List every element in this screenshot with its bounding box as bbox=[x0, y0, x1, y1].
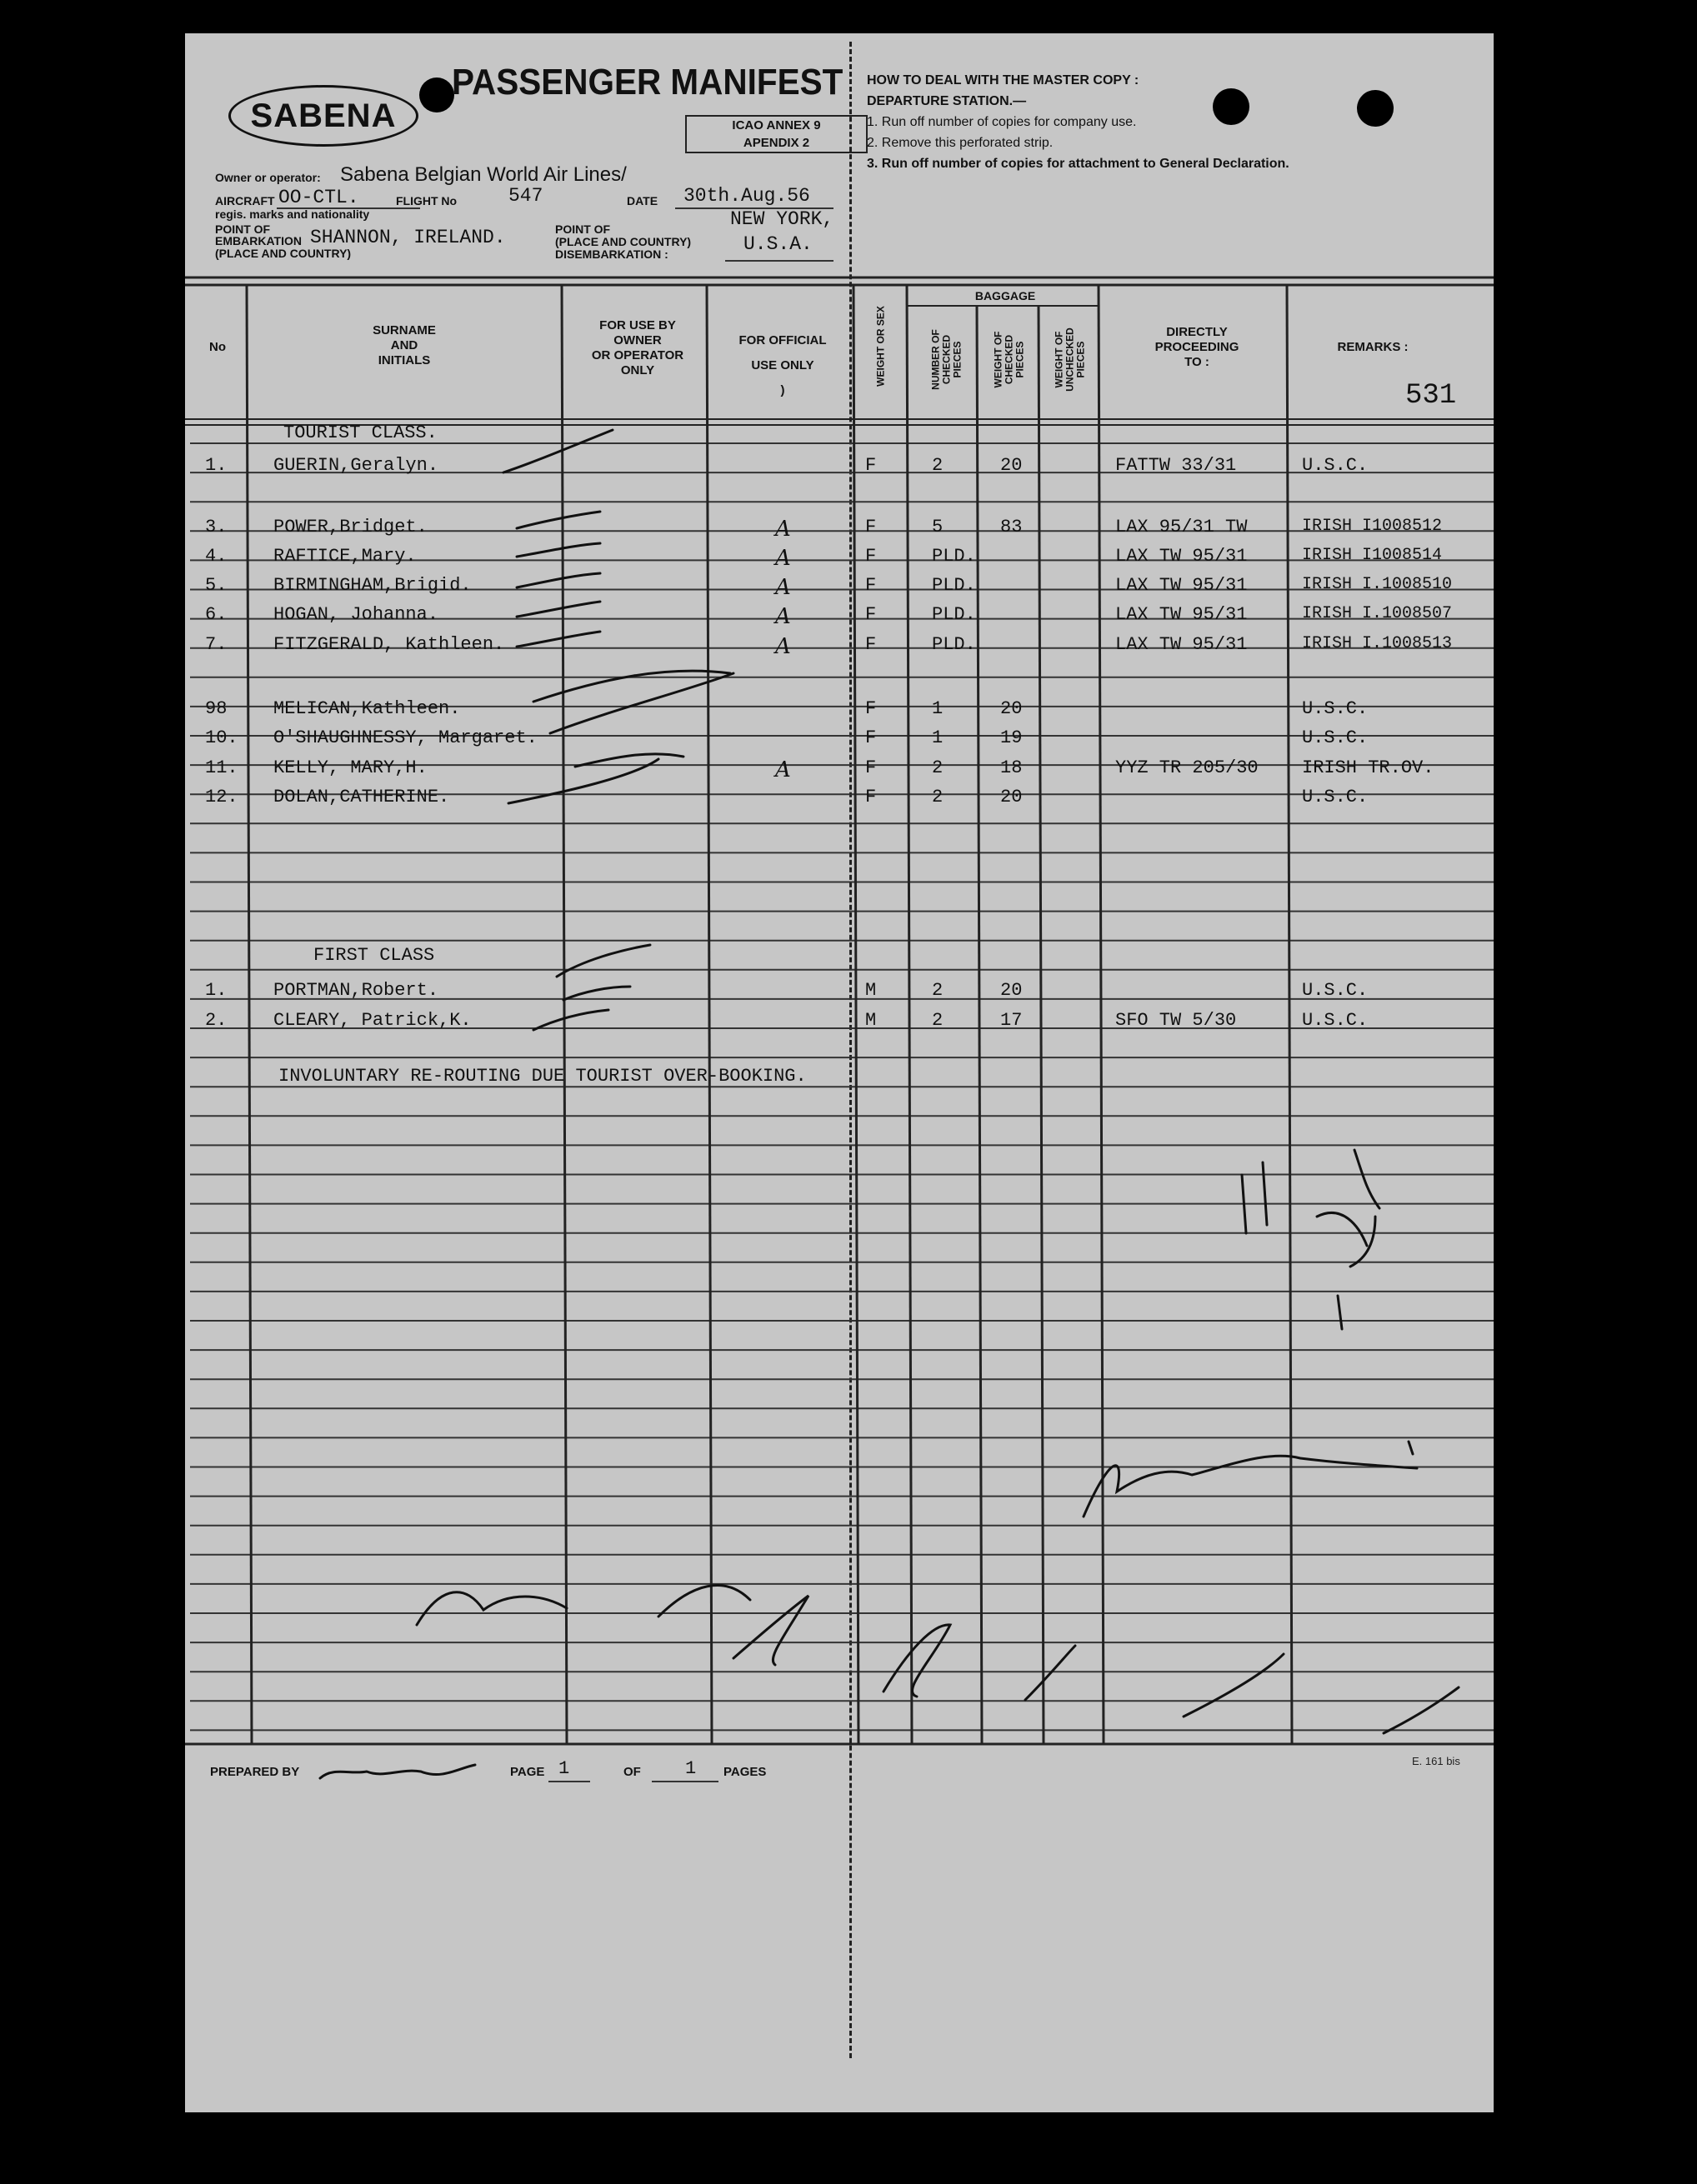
section-tourist-class: TOURIST CLASS. bbox=[283, 422, 438, 443]
check-mark bbox=[517, 573, 600, 587]
check-mark bbox=[517, 543, 600, 557]
table-row-9-proceeding-to: YYZ TR 205/30 bbox=[1115, 757, 1259, 778]
check-mark bbox=[550, 673, 733, 733]
check-mark bbox=[563, 987, 630, 1000]
table-row-5-proceeding-to: LAX TW 95/31 bbox=[1115, 604, 1248, 625]
table-row-9-official-mark: A bbox=[775, 757, 791, 782]
col-surname-line-1: SURNAME bbox=[373, 323, 436, 337]
table-row-1-baggage-pieces: 2 bbox=[932, 455, 944, 476]
table-row-11-row-number: 1. bbox=[205, 980, 228, 1001]
date-value: 30th.Aug.56 bbox=[683, 185, 810, 207]
table-row-10-baggage-weight: 20 bbox=[1000, 787, 1023, 807]
table-row-6-row-number: 7. bbox=[205, 634, 228, 655]
pen-scribble bbox=[733, 1596, 808, 1665]
col-proceeding-line-1: DIRECTLY bbox=[1166, 325, 1228, 339]
table-row-1-row-number: 1. bbox=[205, 455, 228, 476]
table-row-4-remarks: IRISH I.1008510 bbox=[1302, 575, 1453, 594]
table-row-4-proceeding-to: LAX TW 95/31 bbox=[1115, 575, 1248, 596]
table-row-1-remarks: U.S.C. bbox=[1302, 455, 1369, 476]
table-row-9-passenger-name: KELLY, MARY,H. bbox=[273, 757, 428, 778]
pen-scribble bbox=[658, 1586, 750, 1617]
table-row-5-sex: F bbox=[865, 604, 877, 625]
table-row-2-passenger-name: POWER,Bridget. bbox=[273, 517, 428, 537]
table-row-6-proceeding-to: LAX TW 95/31 bbox=[1115, 634, 1248, 655]
tally-marks bbox=[1338, 1296, 1342, 1329]
col-owner-use-line-4: ONLY bbox=[620, 363, 655, 377]
prepared-by-label: PREPARED BY bbox=[210, 1765, 300, 1779]
table-row-2-baggage-pieces: 5 bbox=[932, 517, 944, 537]
instructions-step-1: 1. Run off number of copies for company use. bbox=[867, 115, 1137, 129]
table-row-9-baggage-weight: 18 bbox=[1000, 757, 1023, 778]
table-row-11-baggage-weight: 20 bbox=[1000, 980, 1023, 1001]
instructions-step-3: 3. Run off number of copies for attachment to General Declaration. bbox=[867, 157, 1289, 171]
pen-scribble bbox=[1384, 1687, 1459, 1733]
embark-label-3: (PLACE AND COUNTRY) bbox=[215, 247, 352, 260]
table-row-12-proceeding-to: SFO TW 5/30 bbox=[1115, 1010, 1237, 1031]
table-row-12-passenger-name: CLEARY, Patrick,K. bbox=[273, 1010, 472, 1031]
table-row-6-official-mark: A bbox=[775, 634, 791, 659]
table-row-3-baggage-pieces: PLD. bbox=[932, 546, 976, 567]
table-row-8-sex: F bbox=[865, 727, 877, 748]
official-signature bbox=[1084, 1456, 1417, 1517]
flight-value: 547 bbox=[508, 185, 543, 207]
table-row-7-row-number: 98 bbox=[205, 698, 228, 719]
table-row-8-remarks: U.S.C. bbox=[1302, 727, 1369, 748]
table-row-3-passenger-name: RAFTICE,Mary. bbox=[273, 546, 417, 567]
check-mark bbox=[517, 602, 600, 617]
pen-scribble bbox=[1184, 1654, 1284, 1717]
table-row-8-passenger-name: O'SHAUGHNESSY, Margaret. bbox=[273, 727, 538, 748]
pen-scribble bbox=[1025, 1646, 1075, 1700]
table-row-3-row-number: 4. bbox=[205, 546, 228, 567]
table-row-7-baggage-weight: 20 bbox=[1000, 698, 1023, 719]
form-code: E. 161 bis bbox=[1412, 1755, 1460, 1767]
table-row-8-baggage-pieces: 1 bbox=[932, 727, 944, 748]
table-row-12-row-number: 2. bbox=[205, 1010, 228, 1031]
regis-label: regis. marks and nationality bbox=[215, 207, 370, 221]
check-mark bbox=[517, 632, 600, 647]
table-row-2-row-number: 3. bbox=[205, 517, 228, 537]
col-wt-unchecked-line-3: PIECES bbox=[1074, 341, 1087, 378]
table-row-2-sex: F bbox=[865, 517, 877, 537]
col-baggage: BAGGAGE bbox=[974, 289, 1036, 302]
instructions-title: HOW TO DEAL WITH THE MASTER COPY : bbox=[867, 73, 1139, 87]
table-row-6-baggage-pieces: PLD. bbox=[932, 634, 976, 655]
aircraft-value: OO-CTL. bbox=[278, 187, 359, 208]
col-num-checked-line-2: CHECKED bbox=[940, 334, 953, 385]
table-row-5-baggage-pieces: PLD. bbox=[932, 604, 976, 625]
table-row-12-sex: M bbox=[865, 1010, 877, 1031]
table-row-12-remarks: U.S.C. bbox=[1302, 1010, 1369, 1031]
table-row-4-sex: F bbox=[865, 575, 877, 596]
col-surname-line-2: AND bbox=[390, 338, 418, 352]
table-row-10-passenger-name: DOLAN,CATHERINE. bbox=[273, 787, 450, 807]
page-title: PASSENGER MANIFEST bbox=[452, 62, 843, 102]
table-row-7-baggage-pieces: 1 bbox=[932, 698, 944, 719]
col-owner-use-line-1: FOR USE BY bbox=[599, 318, 676, 332]
col-wt-unchecked-line-2: UNCHECKED bbox=[1064, 327, 1076, 392]
table-row-6-sex: F bbox=[865, 634, 877, 655]
table-row-11-remarks: U.S.C. bbox=[1302, 980, 1369, 1001]
table-row-3-proceeding-to: LAX TW 95/31 bbox=[1115, 546, 1248, 567]
table-row-9-sex: F bbox=[865, 757, 877, 778]
col-official-use-line-3: ) bbox=[780, 383, 785, 397]
col-remarks: REMARKS : bbox=[1337, 340, 1409, 354]
check-mark bbox=[557, 945, 650, 977]
owner-value: Sabena Belgian World Air Lines/ bbox=[340, 163, 627, 186]
pen-scribble bbox=[417, 1592, 567, 1625]
table-row-10-sex: F bbox=[865, 787, 877, 807]
table-row-1-sex: F bbox=[865, 455, 877, 476]
page-number-stamp: 531 bbox=[1405, 380, 1457, 412]
disembark-value-1: NEW YORK, bbox=[730, 208, 834, 230]
embark-label-1: POINT OF bbox=[215, 222, 271, 236]
table-row-3-remarks: IRISH I1008514 bbox=[1302, 546, 1443, 565]
page-label: PAGE bbox=[510, 1765, 545, 1779]
col-proceeding-line-3: TO : bbox=[1184, 355, 1209, 369]
instructions-step-2: 2. Remove this perforated strip. bbox=[867, 136, 1054, 150]
table-row-1-proceeding-to: FATTW 33/31 bbox=[1115, 455, 1237, 476]
col-no: No bbox=[209, 340, 226, 354]
col-wt-checked-line-1: WEIGHT OF bbox=[992, 331, 1004, 388]
col-weight-or-sex: WEIGHT OR SEX bbox=[874, 306, 887, 387]
preparer-signature bbox=[320, 1765, 475, 1778]
table-row-9-row-number: 11. bbox=[205, 757, 238, 778]
table-row-11-sex: M bbox=[865, 980, 877, 1001]
disembark-label-2: (PLACE AND COUNTRY) bbox=[555, 235, 692, 248]
table-row-11-baggage-pieces: 2 bbox=[932, 980, 944, 1001]
instructions-subtitle: DEPARTURE STATION.— bbox=[867, 94, 1027, 108]
flight-label: FLIGHT No bbox=[396, 194, 458, 207]
col-owner-use-line-2: OWNER bbox=[613, 333, 662, 347]
of-value: 1 bbox=[685, 1758, 697, 1779]
table-row-2-official-mark: A bbox=[775, 517, 791, 542]
table-row-10-row-number: 12. bbox=[205, 787, 238, 807]
col-official-use-line-2: USE ONLY bbox=[751, 358, 814, 372]
table-row-4-official-mark: A bbox=[775, 575, 791, 600]
disembark-value-2: U.S.A. bbox=[743, 233, 813, 255]
table-row-9-baggage-pieces: 2 bbox=[932, 757, 944, 778]
table-row-5-remarks: IRISH I.1008507 bbox=[1302, 604, 1453, 623]
disembark-label-3: DISEMBARKATION : bbox=[555, 247, 668, 261]
table-row-8-baggage-weight: 19 bbox=[1000, 727, 1023, 748]
table-row-6-remarks: IRISH I.1008513 bbox=[1302, 634, 1453, 653]
disembark-label-1: POINT OF bbox=[555, 222, 611, 236]
table-row-2-proceeding-to: LAX 95/31 TW bbox=[1115, 517, 1248, 537]
table-row-5-row-number: 6. bbox=[205, 604, 228, 625]
aircraft-label: AIRCRAFT bbox=[215, 194, 275, 207]
date-label: DATE bbox=[627, 194, 658, 207]
table-row-10-remarks: U.S.C. bbox=[1302, 787, 1369, 807]
owner-label: Owner or operator: bbox=[215, 171, 321, 184]
tally-marks bbox=[1317, 1212, 1375, 1267]
embark-label-2: EMBARKATION bbox=[215, 234, 302, 247]
col-wt-checked-line-3: PIECES bbox=[1014, 341, 1026, 378]
table-row-11-passenger-name: PORTMAN,Robert. bbox=[273, 980, 439, 1001]
table-row-3-sex: F bbox=[865, 546, 877, 567]
check-mark bbox=[533, 671, 730, 702]
table-row-10-baggage-pieces: 2 bbox=[932, 787, 944, 807]
icao-line-1: ICAO ANNEX 9 bbox=[732, 118, 821, 132]
tally-marks bbox=[1242, 1150, 1379, 1233]
table-row-2-baggage-weight: 83 bbox=[1000, 517, 1023, 537]
col-owner-use-line-3: OR OPERATOR bbox=[591, 348, 684, 362]
col-wt-checked-line-2: CHECKED bbox=[1003, 334, 1015, 385]
table-row-6-passenger-name: FITZGERALD, Kathleen. bbox=[273, 634, 505, 655]
table-row-7-sex: F bbox=[865, 698, 877, 719]
table-row-8-row-number: 10. bbox=[205, 727, 238, 748]
section-first-class: FIRST CLASS bbox=[313, 945, 435, 966]
col-num-checked-line-3: PIECES bbox=[951, 341, 964, 378]
table-row-12-baggage-pieces: 2 bbox=[932, 1010, 944, 1031]
col-proceeding-line-2: PROCEEDING bbox=[1154, 340, 1239, 354]
col-num-checked-line-1: NUMBER OF bbox=[929, 329, 942, 390]
embark-value: SHANNON, IRELAND. bbox=[310, 227, 506, 248]
section-note: INVOLUNTARY RE-ROUTING DUE TOURIST OVER-BOOKING. bbox=[278, 1066, 807, 1087]
col-surname-line-3: INITIALS bbox=[378, 353, 431, 367]
table-row-7-passenger-name: MELICAN,Kathleen. bbox=[273, 698, 461, 719]
table-row-5-official-mark: A bbox=[775, 604, 791, 629]
check-mark bbox=[533, 1010, 608, 1030]
page-underline bbox=[548, 1781, 590, 1782]
table-row-4-passenger-name: BIRMINGHAM,Brigid. bbox=[273, 575, 472, 596]
table-row-1-baggage-weight: 20 bbox=[1000, 455, 1023, 476]
table-row-7-remarks: U.S.C. bbox=[1302, 698, 1369, 719]
table-row-12-baggage-weight: 17 bbox=[1000, 1010, 1023, 1031]
table-row-3-official-mark: A bbox=[775, 546, 791, 571]
table-row-4-baggage-pieces: PLD. bbox=[932, 575, 976, 596]
official-signature bbox=[1409, 1442, 1413, 1454]
table-row-5-passenger-name: HOGAN, Johanna. bbox=[273, 604, 439, 625]
pen-scribble bbox=[884, 1625, 950, 1697]
of-underline bbox=[652, 1781, 718, 1782]
pages-label: PAGES bbox=[723, 1765, 767, 1779]
table-row-1-passenger-name: GUERIN,Geralyn. bbox=[273, 455, 439, 476]
table-row-9-remarks: IRISH TR.OV. bbox=[1302, 757, 1434, 778]
check-mark bbox=[517, 512, 600, 528]
page-value: 1 bbox=[558, 1758, 570, 1779]
col-wt-unchecked-line-1: WEIGHT OF bbox=[1053, 331, 1065, 388]
check-mark bbox=[503, 430, 613, 472]
table-row-2-remarks: IRISH I1008512 bbox=[1302, 517, 1443, 536]
table-row-4-row-number: 5. bbox=[205, 575, 228, 596]
check-mark bbox=[575, 754, 683, 767]
sabena-logo: SABENA bbox=[228, 85, 418, 147]
icao-line-2: APENDIX 2 bbox=[743, 136, 810, 150]
col-official-use-line-1: FOR OFFICIAL bbox=[738, 333, 827, 347]
of-label: OF bbox=[623, 1765, 641, 1779]
